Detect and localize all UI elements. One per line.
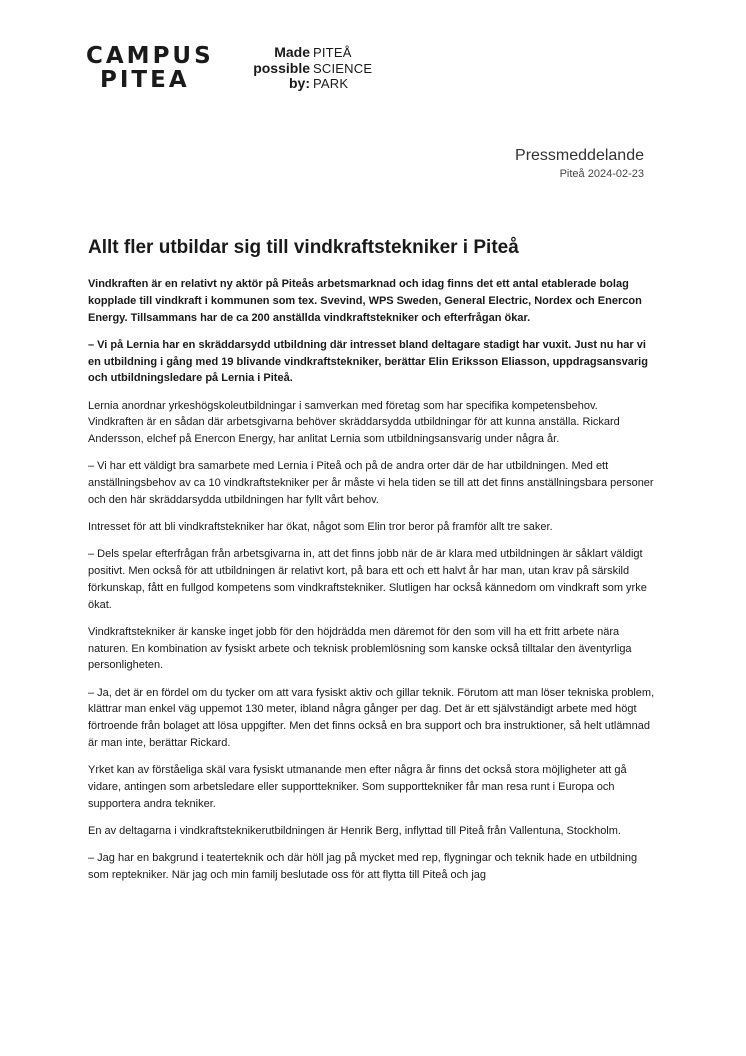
made-possible-by-text [242,45,310,92]
press-release-header [515,146,644,182]
pitea-text: PITEÅ [313,45,352,60]
body-paragraph: – Dels spelar efterfrågan från arbetsgivarna in, att det finns jobb när de är klara med utbildningen är såklart väldigt positivt. Men också för att utbildningen är relativt kort, på bara ett och ett halvt år har man, utan krav på särskild förkunskap, fått en fullgod kompetens som vindkraftstekniker. Slutligen har också kännedom om vindkraft som yrke ökat. [88,548,647,611]
article-headline: Allt fler utbildar sig till vindkraftstekniker i Piteå [88,237,519,258]
pitea-science-park-text [313,45,373,92]
article-body [88,276,656,894]
park-text: PARK [313,76,349,91]
campus-pitea-logo [86,43,214,96]
body-paragraph: Intresset för att bli vindkraftstekniker har ökat, något som Elin tror beror på framför allt tre saker. [88,521,553,534]
body-paragraph: Vindkraftstekniker är kanske inget jobb för den höjdrädda men däremot för den som vill ha ett fritt arbete nära naturen. En kombination av fysiskt arbete och teknisk problemlösning som kanske också tilltalar den äventyrliga personligheten. [88,625,632,672]
science-text: SCIENCE [313,60,373,76]
body-paragraph: Yrket kan av förståeliga skäl vara fysiskt utmanande men efter några år finns det också stora möjligheter att gå vidare, antingen som arbetsledare eller supporttekniker. Som supporttekniker får man resa runt i Europa och supportera andra tekniker. [88,764,627,810]
body-paragraph: – Vi har ett väldigt bra samarbete med Lernia i Piteå och på de andra orter där de har utbildningen. Med ett anställningsbehov av ca 10 vindkraftstekniker per år måste vi hela tiden se till att det finns anställningsbara personer och den här skräddarsydda utbildningen har fyllt vårt behov. [88,460,654,506]
by-text: by: [289,75,310,91]
release-date: Piteå 2024-02-23 [559,168,644,180]
campus-logo-line2: PITEA [100,67,190,93]
body-paragraph: En av deltagarna i vindkraftsteknikerutbildningen är Henrik Berg, inflyttad till Piteå från Vallentuna, Stockholm. [88,825,621,838]
document-type: Pressmeddelande [515,147,644,164]
campus-logo-line1: CAMPUS [86,43,214,69]
made-text: Made [274,44,310,60]
body-paragraph: Lernia anordnar yrkeshögskoleutbildningar i samverkan med företag som har specifika kompetensbehov. Vindkraften är en sådan där arbetsgivarna behöver skräddarsydda utbildningar för att kunna anställa. Rickard Andersson, elchef på Enercon Energy, har anlitat Lernia som utbildningsansvarig under några år. [88,399,620,446]
possible-text: possible [253,59,310,76]
lead-quote-paragraph: – Vi på Lernia har en skräddarsydd utbildning där intresset bland deltagare stadigt har vuxit. Just nu har vi en utbildning i gång med 19 blivande vindkraftstekniker, berättar Elin Eriksson Eliasson, uppdragsansvarig och utbildningsledare på Lernia i Piteå. [88,338,648,385]
body-paragraph: – Ja, det är en fördel om du tycker om att vara fysiskt aktiv och gillar teknik. Förutom att man löser tekniska problem, klättrar man enkel väg uppemot 130 meter, ibland några gånger per dag. Det är ett självständigt arbete med högt förtroende från bolaget att lösa uppgifter. Men det finns också en bra support och bra instruktioner, så helt utlämnad är man inte, berättar Rickard. [88,686,655,750]
body-paragraph: – Jag har en bakgrund i teaterteknik och där höll jag på mycket med rep, flygningar och teknik hade en utbildning som reptekniker. När jag och min familj beslutade oss för att flytta till Piteå och jag [88,852,638,882]
lead-paragraph: Vindkraften är en relativt ny aktör på Piteås arbetsmarknad och idag finns det ett antal etablerade bolag kopplade till vindkraft i kommunen som tex. Svevind, WPS Sweden, General Electric, Nordex och Enercon Energy. Tillsammans har de ca 200 anställda vindkraftstekniker och efterfrågan ökar. [88,278,642,324]
made-possible-by-logo [242,45,372,95]
